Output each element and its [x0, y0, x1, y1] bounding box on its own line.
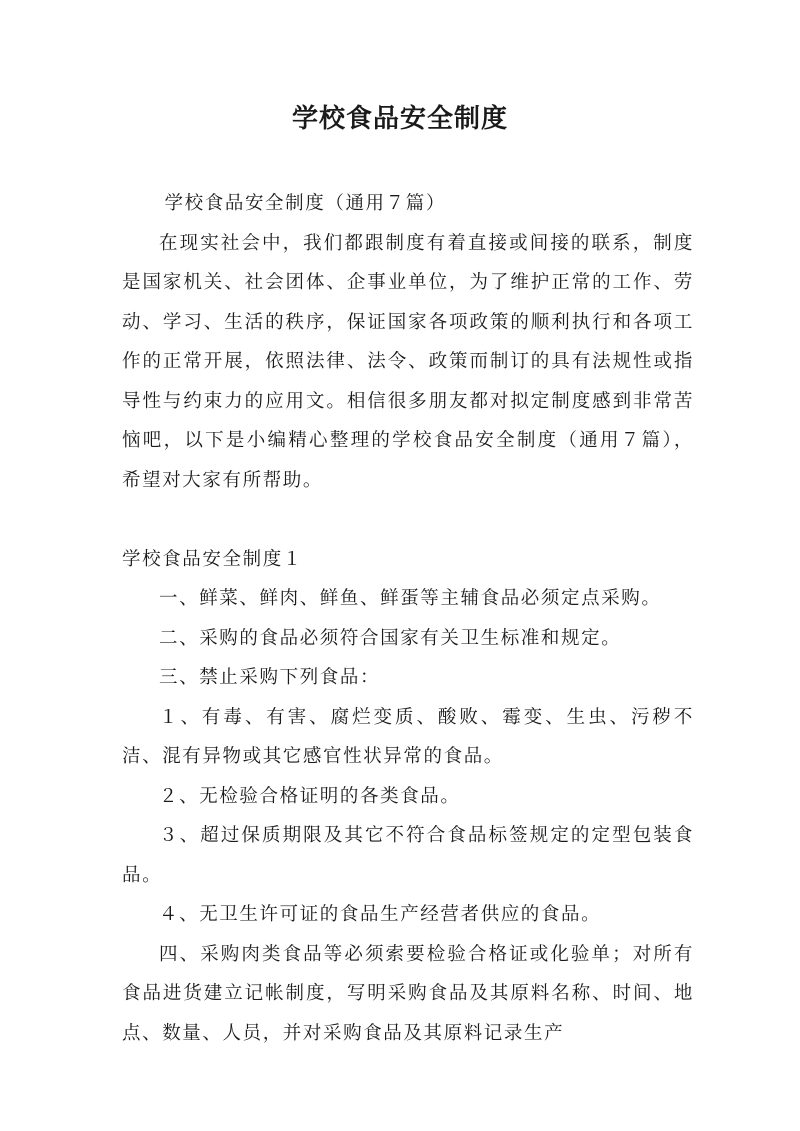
document-title: 学校食品安全制度: [291, 104, 508, 134]
section-heading: 学校食品安全制度１: [122, 548, 303, 570]
section-paragraph: 三、禁止采购下列食品：: [159, 667, 381, 688]
section-paragraph: １、有毒、有害、腐烂变质、酸败、霉变、生虫、污秽不洁、混有异物或其它感官性状异常的食品。: [122, 706, 694, 767]
section-paragraph: ４、无卫生许可证的食品生产经营者供应的食品。: [159, 904, 602, 925]
document-subtitle: 学校食品安全制度（通用７篇）: [164, 193, 446, 214]
section-paragraph: 一、鲜菜、鲜肉、鲜鱼、鲜蛋等主辅食品必须定点采购。: [159, 588, 662, 609]
intro-paragraph: 在现实社会中，我们都跟制度有着直接或间接的联系，制度是国家机关、社会团体、企事业单位，为了维护正常的工作、劳动、学习、生活的秩序，保证国家各项政策的顺利执行和各项工作的正常开展，依照法律、法令、政策而制订的具有法规性或指导性与约束力的应用文。相信很多朋友都对拟定制度感到非常苦恼吧，以下是小编精心整理的学校食品安全制度（通用７篇），希望对大家有所帮助。: [122, 232, 694, 491]
document-body: [122, 184, 694, 1053]
section-paragraph: 四、采购肉类食品等必须索要检验合格证或化验单；对所有食品进货建立记帐制度，写明采购食品及其原料名称、时间、地点、数量、人员，并对采购食品及其原料记录生产: [122, 943, 694, 1044]
section-paragraph: ３、超过保质期限及其它不符合食品标签规定的定型包装食品。: [122, 825, 694, 886]
section-paragraph: 二、采购的食品必须符合国家有关卫生标准和规定。: [159, 627, 622, 649]
section-paragraph: ２、无检验合格证明的各类食品。: [159, 785, 461, 807]
